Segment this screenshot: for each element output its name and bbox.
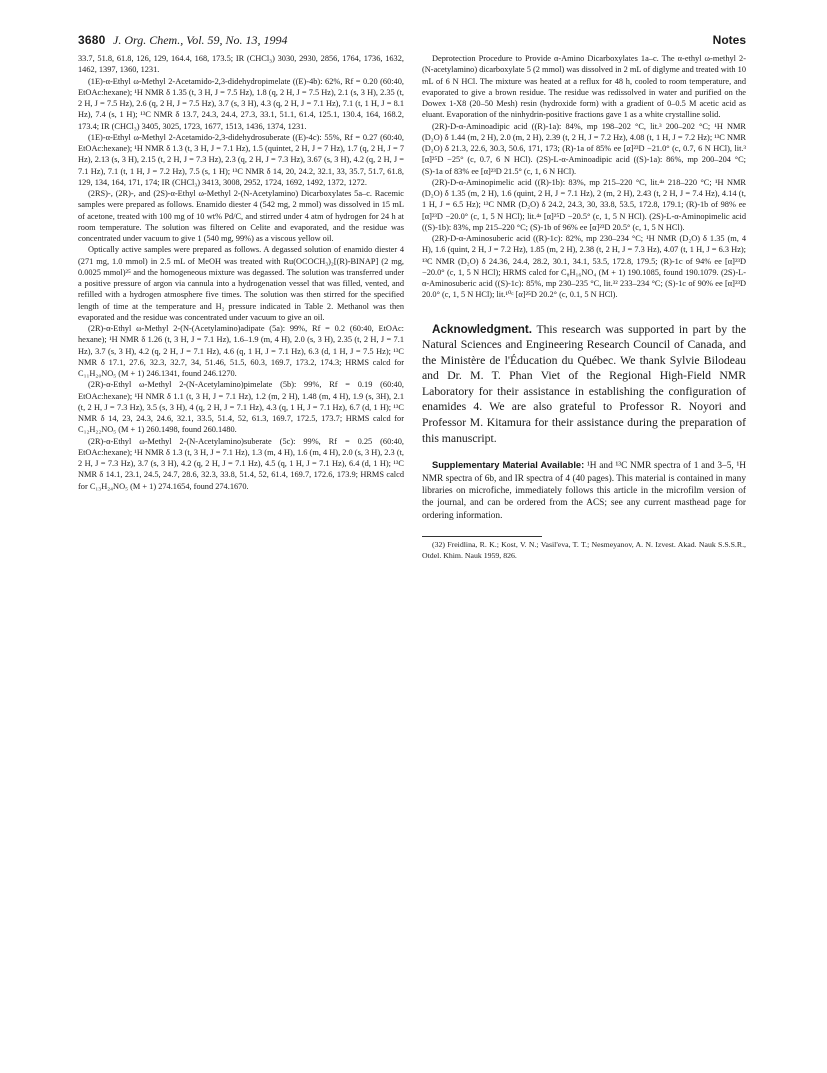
compound-1a-entry: (2R)-D-α-Aminoadipic acid ((R)-1a): 84%, mp 198–202 °C, lit.³ 200–202 °C; ¹H NMR (D₂O) δ 1.44 (m, 2 H), 2.0 (m, 2 H), 2.39 (t, 2 H, J = 7.2 Hz), 4.08 (t, 1 H, J = 7.2 Hz); ¹³C NMR (D₂O) δ 21.3, 22.6, 30.3, 50.6, 171, 173; (R)-1a of 85% ee [α]²³D −21.0° (c, 0.7, 6 N HCl), lit.³ [α]²⁵D −25° (c, 0.7, 6 N HCl). (2S)-L-α-Aminoadipic acid ((S)-1a): 86%, mp 200–204 °C; (S)-1a of 83% ee [α]²³D 21.5° (c, 1, 6 N HCl). xyxy=(422,121,746,176)
acknowledgment-section xyxy=(422,322,746,447)
journal-citation: J. Org. Chem., Vol. 59, No. 13, 1994 xyxy=(113,33,288,47)
compound-1c-entry: (2R)-D-α-Aminosuberic acid ((R)-1c): 82%, mp 230–234 °C; ¹H NMR (D₂O) δ 1.35 (m, 4 H), 1.6 (quint, 2 H, J = 7.2 Hz), 1.85 (m, 2 H), 2.38 (t, 2 H, J = 7.3 Hz), 4.07 (t, 1 H, J = 6.3 Hz); ¹³C NMR (D₂O) δ 24.36, 24.4, 28.2, 30.1, 34.1, 53.5, 172.8, 179.5; (R)-1c of 94% ee [α]²³D −20.0° (c, 1, 5 N HCl); HRMS calcd for C₈H₁₆NO₄ (M + 1) 190.1085, found 190.1079. (2S)-L-α-Aminosuberic acid ((S)-1c): 85%, mp 230–235 °C, lit.³² 233–234 °C; (S)-1c of 90% ee [α]²³D 20.0° (c, 1, 5 N HCl); lit.¹⁰ᶜ [α]²⁵D 20.2° (c, 0.1, 5 N HCl). xyxy=(422,234,746,300)
supplementary-text: ¹H and ¹³C NMR spectra of 1 and 3–5, ¹H NMR spectra of 6b, and IR spectra of 4 (40 pages). This material is contained in many libraries on microfiche, immediately follows this article in the microfilm version of the journal, and can be ordered from the ACS; see any current masthead page for ordering information. xyxy=(422,461,747,521)
left-column xyxy=(78,53,404,492)
supplementary-heading: Supplementary Material Available: xyxy=(432,460,585,471)
footnote-32: (32) Freidlina, R. K.; Kost, V. N.; Vasil'eva, T. T.; Nesmeyanov, A. N. Izvest. Akad. Nauk S.S.S.R., Otdel. Khim. Nauk 1959, 826. xyxy=(422,540,746,560)
asymmetric-procedure: Optically active samples were prepared as follows. A degassed solution of enamido diester 4 (271 mg, 1.0 mmol) in 2.5 mL of MeOH was treated with Ru(OCOCH₃)₂[(R)-BINAP] (2 mg, 0.0025 mmol)²⁵ and the homogeneous mixture was degassed. The solution was transferred under a positive pressure of argon via cannula into a hydrogenation vessel that was filled, vented, and refilled with a hydrogen atmosphere five times. The solution was then stirred for the specified length of time at the temperature and H₂ pressure indicated in Table 2. Methanol was then evaporated and the residue was concentrated under vacuum to give an oil. xyxy=(78,245,404,322)
compound-5c-entry: (2R)-α-Ethyl ω-Methyl 2-(N-Acetylamino)suberate (5c): 99%, Rf = 0.25 (60:40, EtOAc:hexane); ¹H NMR δ 1.3 (t, 3 H, J = 7.1 Hz), 1.3 (m, 4 H), 1.6 (m, 4 H), 2.0 (s, 3 H), 2.3 (t, 2 H, J = 7.3 Hz), 3.7 (s, 3 H), 4.2 (q, 2 H, J = 7.1 Hz), 4.5 (q, 1 H, J = 7.1 Hz), 6.4 (d, 1 H); ¹³C NMR δ 14.1, 23.1, 24.5, 24.7, 28.6, 32.3, 33.8, 51.4, 52, 61.4, 169.7, 172.6, 173.9; HRMS calcd for C₁₃H₂₄NO₅ (M + 1) 274.1654, found 274.1670. xyxy=(78,436,404,491)
nmr-continuation: 33.7, 51.8, 61.8, 126, 129, 164.4, 168, 173.5; IR (CHCl₃) 3030, 2930, 2856, 1764, 1736, 1632, 1462, 1397, 1360, 1231. xyxy=(78,54,404,75)
compound-4c-entry: (1E)-α-Ethyl ω-Methyl 2-Acetamido-2,3-didehydrosuberate ((E)-4c): 55%, Rf = 0.27 (60:40, EtOAc:hexane); ¹H NMR δ 1.3 (t, 3 H, J = 7.1 Hz), 1.5 (quintet, 2 H, J = 7 Hz), 1.7 (q, 2 H, J = 7 Hz), 2.13 (s, 3 H), 2.15 (t, 2 H, J = 7.3 Hz), 2.3 (q, 2 H, J = 7.3 Hz), 3.67 (s, 3 H), 4.2 (q, 2 H, J = 7.1 Hz), 7.1 (t, 1 H, J = 7.2 Hz), 7.5 (s, 1 H); ¹³C NMR δ 14, 20, 24.2, 32.1, 33, 35.7, 51.7, 61.8, 129, 134, 164, 171, 174; IR (CHCl₃) 3413, 3008, 2952, 1724, 1692, 1492, 1372, 1272. xyxy=(78,132,404,187)
deprotection-procedure: Deprotection Procedure to Provide α-Amino Dicarboxylates 1a–c. The α-ethyl ω-methyl 2-(N-acetylamino) dicarboxylate 5 (2 mmol) was dissolved in 2 mL of diglyme and treated with 10 mL of 6 N HCl. The mixture was heated at a reflux for 48 h, cooled to room temperature, and evaporated to give a brown residue. The residue was redissolved in water and purified on the Dowex 1-X8 (20–50 Mesh) resin (hydroxide form) with a gradient of 0–0.5 M acetic acid as eluant. Evaporation of the ninhydrin-positive fractions gave 1 as a white crystalline solid. xyxy=(422,54,746,120)
compound-1b-entry: (2R)-D-α-Aminopimelic acid ((R)-1b): 83%, mp 215–220 °C, lit.⁴ᵃ 218–220 °C; ¹H NMR (D₂O) δ 1.35 (m, 2 H), 1.6 (quint, 2 H, J = 7.1 Hz), 2 (m, 2 H), 2.43 (t, 2 H, J = 7.4 Hz), 4.14 (t, 1 H, J = 6.5 Hz); ¹³C NMR (D₂O) δ 24.2, 24.3, 30, 33.8, 53.5, 172.8, 179.1; (R)-1b of 98% ee [α]²³D −20.0° (c, 1, 5 N HCl); lit.⁴ᵃ [α]²⁵D −20.5° (c, 1, 5 N HCl). (2S)-L-α-Aminopimelic acid ((S)-1b): 83%, mp 215–220 °C; (S)-1b of 96% ee [α]²³D 20.5° (c, 1, 5 N HCl). xyxy=(422,177,746,232)
acknowledgment-text: This research was supported in part by the Natural Sciences and Engineering Research Council of Canada, and the Ministère de l'Éducation du Québec. We thank Sylvie Bilodeau and Dr. M. T. Phan Viet of the Regional High-Field NMR Laboratory for their assistance in establishing the configuration of enamides 4. We are also grateful to Professor R. Noyori and Professor M. Kitamura for their assistance during the preparation of this manuscript. xyxy=(422,322,747,445)
compound-4b-entry: (1E)-α-Ethyl ω-Methyl 2-Acetamido-2,3-didehydropimelate ((E)-4b): 62%, Rf = 0.20 (60:40, EtOAc:hexane); ¹H NMR δ 1.35 (t, 3 H, J = 7.5 Hz), 1.8 (q, 2 H, J = 7.5 Hz), 2.1 (s, 3 H), 2.35 (t, 2 H, J = 7.5 Hz), 2.6 (q, 2 H, J = 7.5 Hz), 3.7 (s, 3 H), 4.3 (q, 2 H, J = 7.1 Hz), 7.1 (t, 1 H, J = 8.1 Hz), 7.4 (s, 1 H); ¹³C NMR δ 13.7, 24.3, 24.4, 27.3, 33.1, 51.1, 61.4, 125.1, 130.4, 164, 168.2, 173.4; IR (CHCl₃) 3405, 3025, 1723, 1677, 1513, 1436, 1374, 1231. xyxy=(78,76,404,131)
right-column xyxy=(422,53,746,561)
compound-5a-entry: (2R)-α-Ethyl ω-Methyl 2-(N-(Acetylamino)adipate (5a): 99%, Rf = 0.2 (60:40, EtOAc: hexane); ¹H NMR δ 1.26 (t, 3 H, J = 7.1 Hz), 1.6–1.9 (m, 4 H), 2.0 (s, 3 H), 2.35 (t, 2 H, J = 7.1 Hz), 3.7 (s, 3 H), 4.2 (q, 2 H, J = 7.1 Hz), 4.6 (q, 1 H, J = 7.1 Hz), 6.3 (d, 1 H, J = 7.5 Hz); ¹³C NMR δ 17.1, 27.6, 32.3, 32.7, 34, 51.46, 51.5, 60.3, 169.7, 173.2, 174.3; HRMS calcd for C₁₁H₂₀NO₅ (M + 1) 246.1341, found 246.1270. xyxy=(78,324,404,378)
page-number: 3680 xyxy=(78,33,106,47)
running-header xyxy=(78,33,746,49)
footnote-divider xyxy=(422,536,542,537)
section-label: Notes xyxy=(712,33,746,47)
compound-5b-entry: (2R)-α-Ethyl ω-Methyl 2-(N-Acetylamino)pimelate (5b): 99%, Rf = 0.19 (60:40, EtOAc:hexane); ¹H NMR δ 1.1 (t, 3 H, J = 7.1 Hz), 1.2 (m, 2 H), 1.48 (m, 4 H), 1.9 (s, 3H), 2.1 (t, 2 H, J = 7.3 Hz), 3.5 (s, 3 H), 4 (q, 2 H, J = 7.1 Hz), 4.3 (q, 1 H, J = 7.1 Hz), 6.7 (d, 1 H); ¹³C NMR δ 14, 23, 24.3, 24.6, 32.1, 33.5, 51.4, 52, 61.3, 169.7, 172.5, 173.7; HRMS calcd for C₁₂H₂₂NO₅ (M + 1) 260.1498, found 260.1480. xyxy=(78,380,404,435)
supplementary-section xyxy=(422,459,746,522)
racemic-procedure: (2RS)-, (2R)-, and (2S)-α-Ethyl ω-Methyl 2-(N-Acetylamino) Dicarboxylates 5a–c. Racemic samples were prepared as follows. Enamido diester 4 (542 mg, 2 mmol) was dissolved in 15 mL of acetone, treated with 100 mg of 10 wt% Pd/C, and stirred under 4 atm of hydrogen for 24 h at room temperature. The solution was filtered on Celite and evaporated, and the residue was concentrated under vacuum to give 1 (540 mg, 99%) as a viscous yellow oil. xyxy=(78,189,404,243)
acknowledgment-heading: Acknowledgment. xyxy=(432,322,533,336)
